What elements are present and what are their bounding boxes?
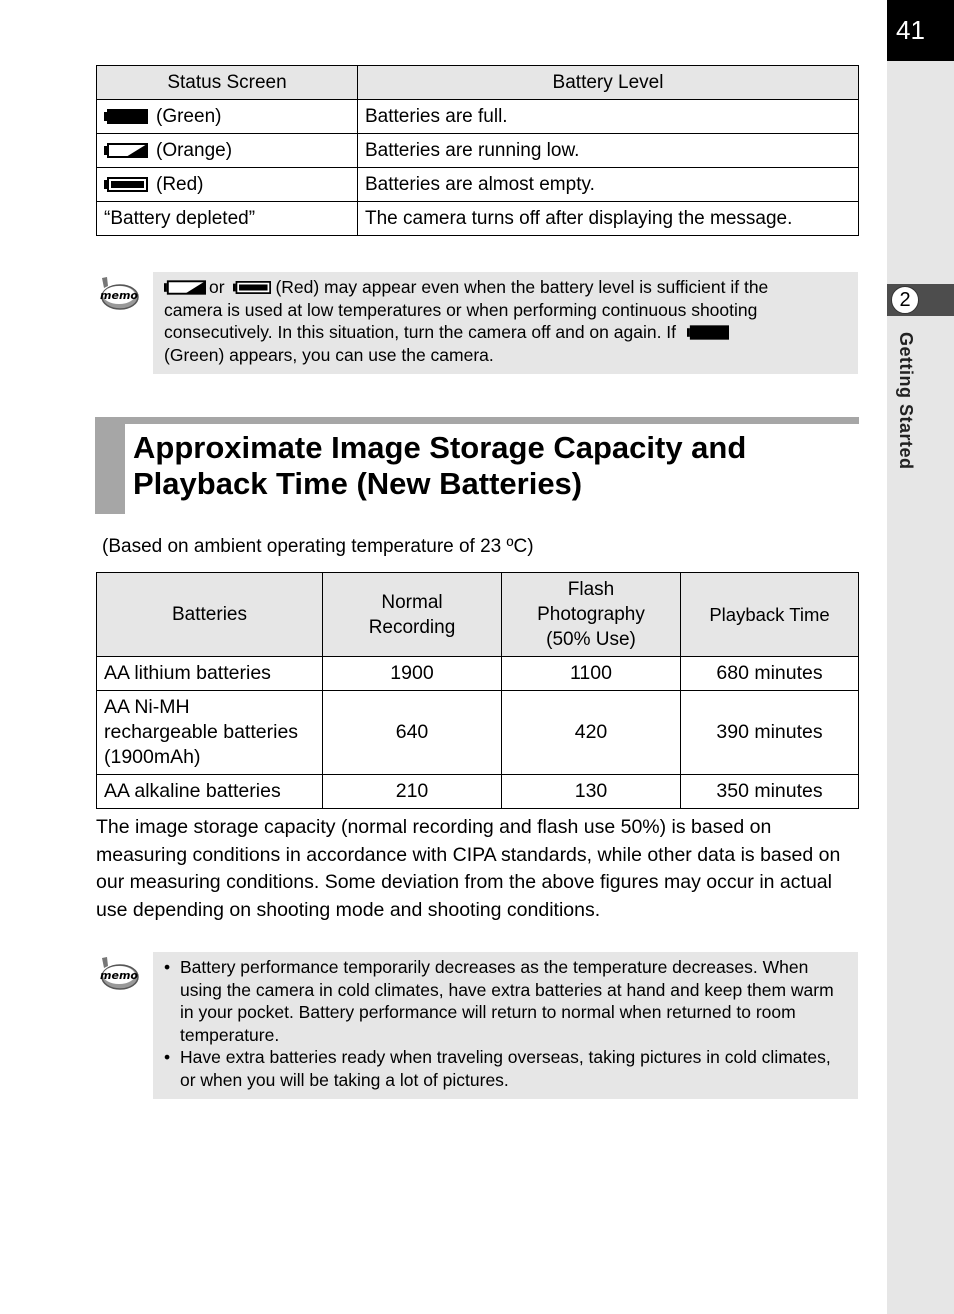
table-row [97,100,859,134]
page-number: 41 [887,0,954,61]
memo-text: (Green) appears, you can use the camera. [164,344,494,365]
header-line: (50% Use) [546,629,636,650]
flash-cell: 130 [502,775,681,809]
battery-empty-icon [104,177,148,192]
memo-text: consecutively. In this situation, turn the camera off and on again. If [164,322,677,342]
table-row [97,134,859,168]
header-line: Photography [537,604,645,625]
heading-marker [95,417,125,514]
cell-line: rechargeable batteries [104,721,299,743]
playback-cell: 350 minutes [681,775,859,809]
svg-text:memo: memo [100,969,138,982]
status-text: (Green) [156,105,222,127]
temperature-note: (Based on ambient operating temperature of 23 ºC) [102,536,534,557]
battery-cell [97,691,323,775]
memo-list [153,956,840,1091]
flash-cell: 1100 [502,657,681,691]
level-cell: The camera turns off after displaying the message. [358,202,859,236]
memo-text: (Red) may appear even when the battery level is sufficient if the [275,277,769,297]
memo-note-box [153,952,858,1099]
status-text: (Orange) [156,139,233,161]
table-row [97,202,859,236]
cell-line: (1900mAh) [104,746,201,768]
column-header [323,573,502,657]
battery-low-icon [164,280,206,295]
column-header: Playback Time [681,573,859,657]
status-cell [97,134,358,168]
normal-cell: 1900 [323,657,502,691]
memo-text: camera is used at low temperatures or when performing continuous shooting [164,299,758,320]
playback-cell: 680 minutes [681,657,859,691]
battery-cell: AA alkaline batteries [97,775,323,809]
svg-text:memo: memo [100,289,138,302]
header-line: Normal [381,591,443,613]
status-cell: “Battery depleted” [97,202,358,236]
cell-line: AA Ni-MH [104,696,190,718]
column-header: Battery Level [358,66,859,100]
chapter-number: 2 [891,286,919,314]
table-row [97,775,859,809]
memo-icon [98,276,140,312]
battery-full-icon [104,109,148,124]
capacity-table [96,572,859,809]
column-header: Batteries [97,573,323,657]
heading-line: Approximate Image Storage Capacity and [133,430,747,465]
heading-rule [95,417,859,424]
header-line: Recording [368,616,456,638]
body-paragraph: The image storage capacity (normal recording and flash use 50%) is based on measuring conditions in accordance with CIPA standards, while other data is based on our measuring conditions. Some deviation from the above figures may occur in actual use depending on shooting mode and shooting conditions. [96,816,841,921]
playback-cell: 390 minutes [681,691,859,775]
level-cell: Batteries are full. [358,100,859,134]
status-cell [97,100,358,134]
table-row [97,691,859,775]
heading-line: Playback Time (New Batteries) [133,466,583,501]
column-header: Status Screen [97,66,358,100]
memo-note-box [153,272,858,374]
header-line: Flash [567,579,615,600]
status-cell [97,168,358,202]
status-text: (Red) [156,173,204,195]
flash-cell: 420 [502,691,681,775]
battery-status-table [96,65,859,236]
normal-cell: 210 [323,775,502,809]
chapter-sidebar [887,0,954,1314]
battery-full-icon [687,325,729,340]
battery-low-icon [104,143,148,158]
table-header-row [97,573,859,657]
level-cell: Batteries are almost empty. [358,168,859,202]
table-row [97,657,859,691]
normal-cell: 640 [323,691,502,775]
table-row [97,168,859,202]
memo-icon [98,956,140,992]
memo-or-text: or [209,277,225,297]
list-item: • Battery performance temporarily decreases as the temperature decreases. When using the camera in cold climates, have extra batteries at hand and keep them warm in your pocket. Battery performance will return to normal when returned to room temperature. [180,956,840,1046]
table-header-row [97,66,859,100]
battery-cell: AA lithium batteries [97,657,323,691]
battery-empty-icon [233,280,271,295]
section-heading [133,430,853,502]
chapter-label: Getting Started [896,332,916,470]
list-item: • Have extra batteries ready when traveling overseas, taking pictures in cold climates, or when you will be taking a lot of pictures. [180,1046,840,1091]
column-header [502,573,681,657]
level-cell: Batteries are running low. [358,134,859,168]
